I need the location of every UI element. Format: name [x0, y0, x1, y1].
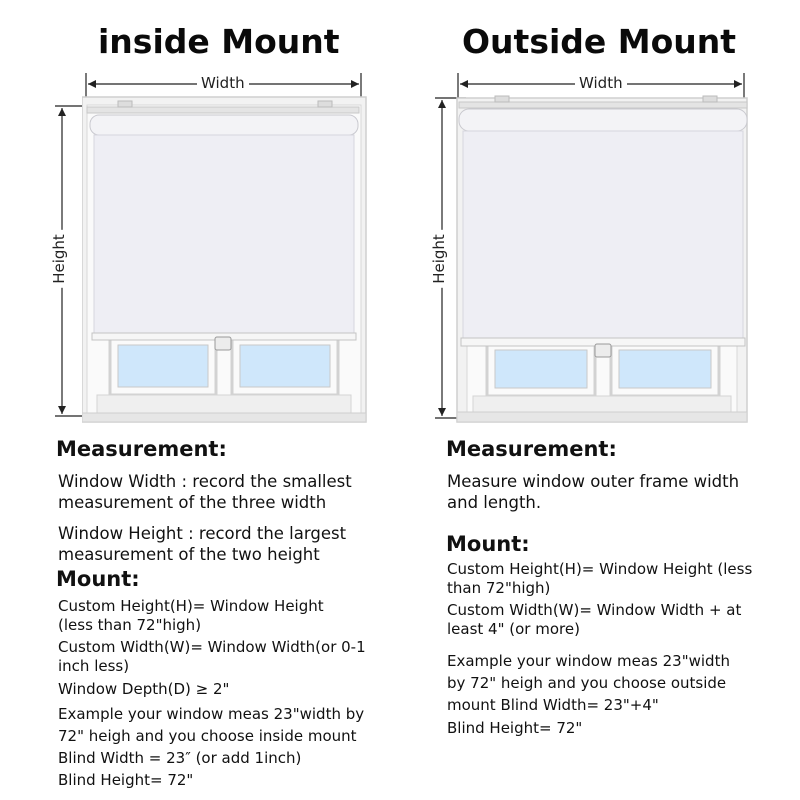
outside-height-label: Height: [430, 230, 448, 288]
inside-height-label: Height: [50, 230, 68, 288]
outside-mount-line: Example your window meas 23"width by 72" heigh and you choose outside mount Blind Width= 23"+4": [447, 652, 730, 714]
outside-mount-line: Custom Width(W)= Window Width + at least 4" (or more): [447, 601, 742, 638]
inside-width-label: Width: [197, 74, 249, 92]
inside-mount-title: inside Mount: [98, 22, 340, 61]
outside-measurement-heading: Measurement:: [446, 437, 617, 461]
outside-mount-line: Blind Height= 72": [447, 719, 583, 737]
inside-measurement-height-text: Window Height : record the largest measurement of the two height: [58, 524, 347, 564]
inside-mount-line: Custom Width(W)= Window Width(or 0-1 inch less): [58, 638, 366, 675]
inside-mount-heading: Mount:: [56, 567, 140, 591]
outside-width-label: Width: [575, 74, 627, 92]
inside-mount-line: Window Depth(D) ≥ 2": [58, 680, 230, 698]
inside-mount-line: Example your window meas 23"width by 72" heigh and you choose inside mount: [58, 705, 365, 745]
outside-mount-heading: Mount:: [446, 532, 530, 556]
inside-measurement-heading: Measurement:: [56, 437, 227, 461]
outside-mount-title: Outside Mount: [462, 22, 737, 61]
inside-mount-window-illustration: [82, 95, 372, 430]
outside-measurement-text: Measure window outer frame width and length.: [447, 472, 740, 512]
inside-measurement-width-text: Window Width : record the smallest measurement of the three width: [58, 472, 352, 512]
inside-mount-line: Blind Height= 72": [58, 771, 194, 789]
outside-mount-line: Custom Height(H)= Window Height (less than 72"high): [447, 560, 753, 597]
inside-mount-line: Blind Width = 23″ (or add 1inch): [58, 749, 302, 767]
inside-mount-line: Custom Height(H)= Window Height (less than 72"high): [58, 597, 324, 634]
outside-mount-window-illustration: [455, 92, 755, 432]
